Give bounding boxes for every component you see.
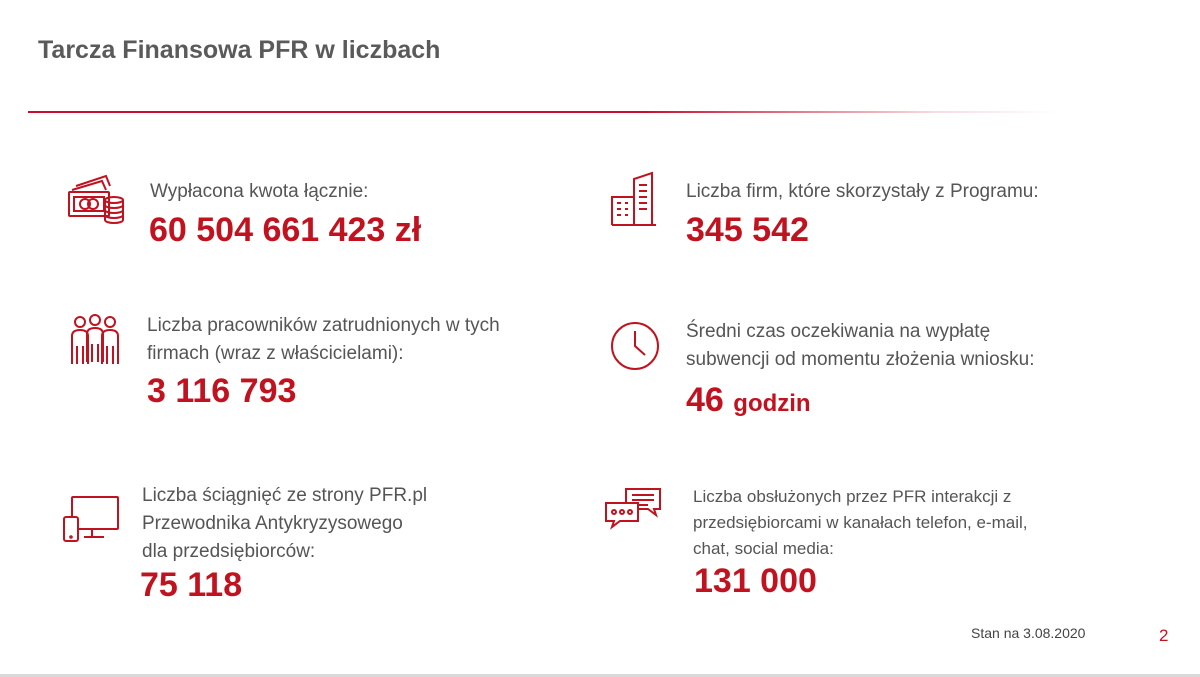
status-date: Stan na 3.08.2020 bbox=[971, 625, 1086, 641]
downloads-label-line: Liczba ściągnięć ze strony PFR.pl bbox=[142, 485, 428, 506]
waiting-time-label bbox=[686, 318, 1035, 374]
interactions-value: 131 000 bbox=[694, 562, 817, 600]
devices-icon bbox=[62, 495, 120, 545]
employees-value: 3 116 793 bbox=[147, 372, 297, 410]
waiting-time-label-line: Średni czas oczekiwania na wypłatę bbox=[686, 321, 991, 342]
waiting-time-number: 46 bbox=[686, 381, 724, 419]
downloads-label-line: Przewodnika Antykryzysowego bbox=[142, 513, 403, 534]
firms-value: 345 542 bbox=[686, 211, 809, 249]
page-title: Tarcza Finansowa PFR w liczbach bbox=[38, 36, 441, 64]
paid-amount-label: Wypłacona kwota łącznie: bbox=[150, 181, 369, 202]
interactions-label-line: Liczba obsłużonych przez PFR interakcji z bbox=[693, 487, 1012, 506]
downloads-value: 75 118 bbox=[140, 566, 243, 604]
money-coins-icon bbox=[66, 172, 126, 228]
clock-icon bbox=[609, 320, 661, 372]
interactions-label bbox=[693, 484, 1028, 562]
waiting-time-label-line: subwencji od momentu złożenia wniosku: bbox=[686, 349, 1035, 370]
waiting-time-value bbox=[686, 380, 811, 424]
firms-label: Liczba firm, które skorzystały z Programu: bbox=[686, 181, 1039, 202]
employees-label-line: Liczba pracowników zatrudnionych w tych bbox=[147, 315, 500, 336]
paid-amount-value: 60 504 661 423 zł bbox=[149, 211, 422, 249]
office-building-icon bbox=[608, 171, 660, 227]
people-group-icon bbox=[68, 312, 122, 370]
page-number: 2 bbox=[1159, 626, 1169, 645]
chat-bubbles-icon bbox=[604, 487, 662, 533]
employees-label-line: firmach (wraz z właścicielami): bbox=[147, 343, 404, 364]
interactions-label-line: przedsiębiorcami w kanałach telefon, e-mail, bbox=[693, 513, 1028, 532]
downloads-label bbox=[142, 482, 427, 566]
interactions-label-line: chat, social media: bbox=[693, 539, 834, 558]
title-divider bbox=[28, 111, 1058, 113]
downloads-label-line: dla przedsiębiorców: bbox=[142, 541, 316, 562]
waiting-time-unit: godzin bbox=[733, 390, 811, 417]
employees-label bbox=[147, 312, 500, 368]
